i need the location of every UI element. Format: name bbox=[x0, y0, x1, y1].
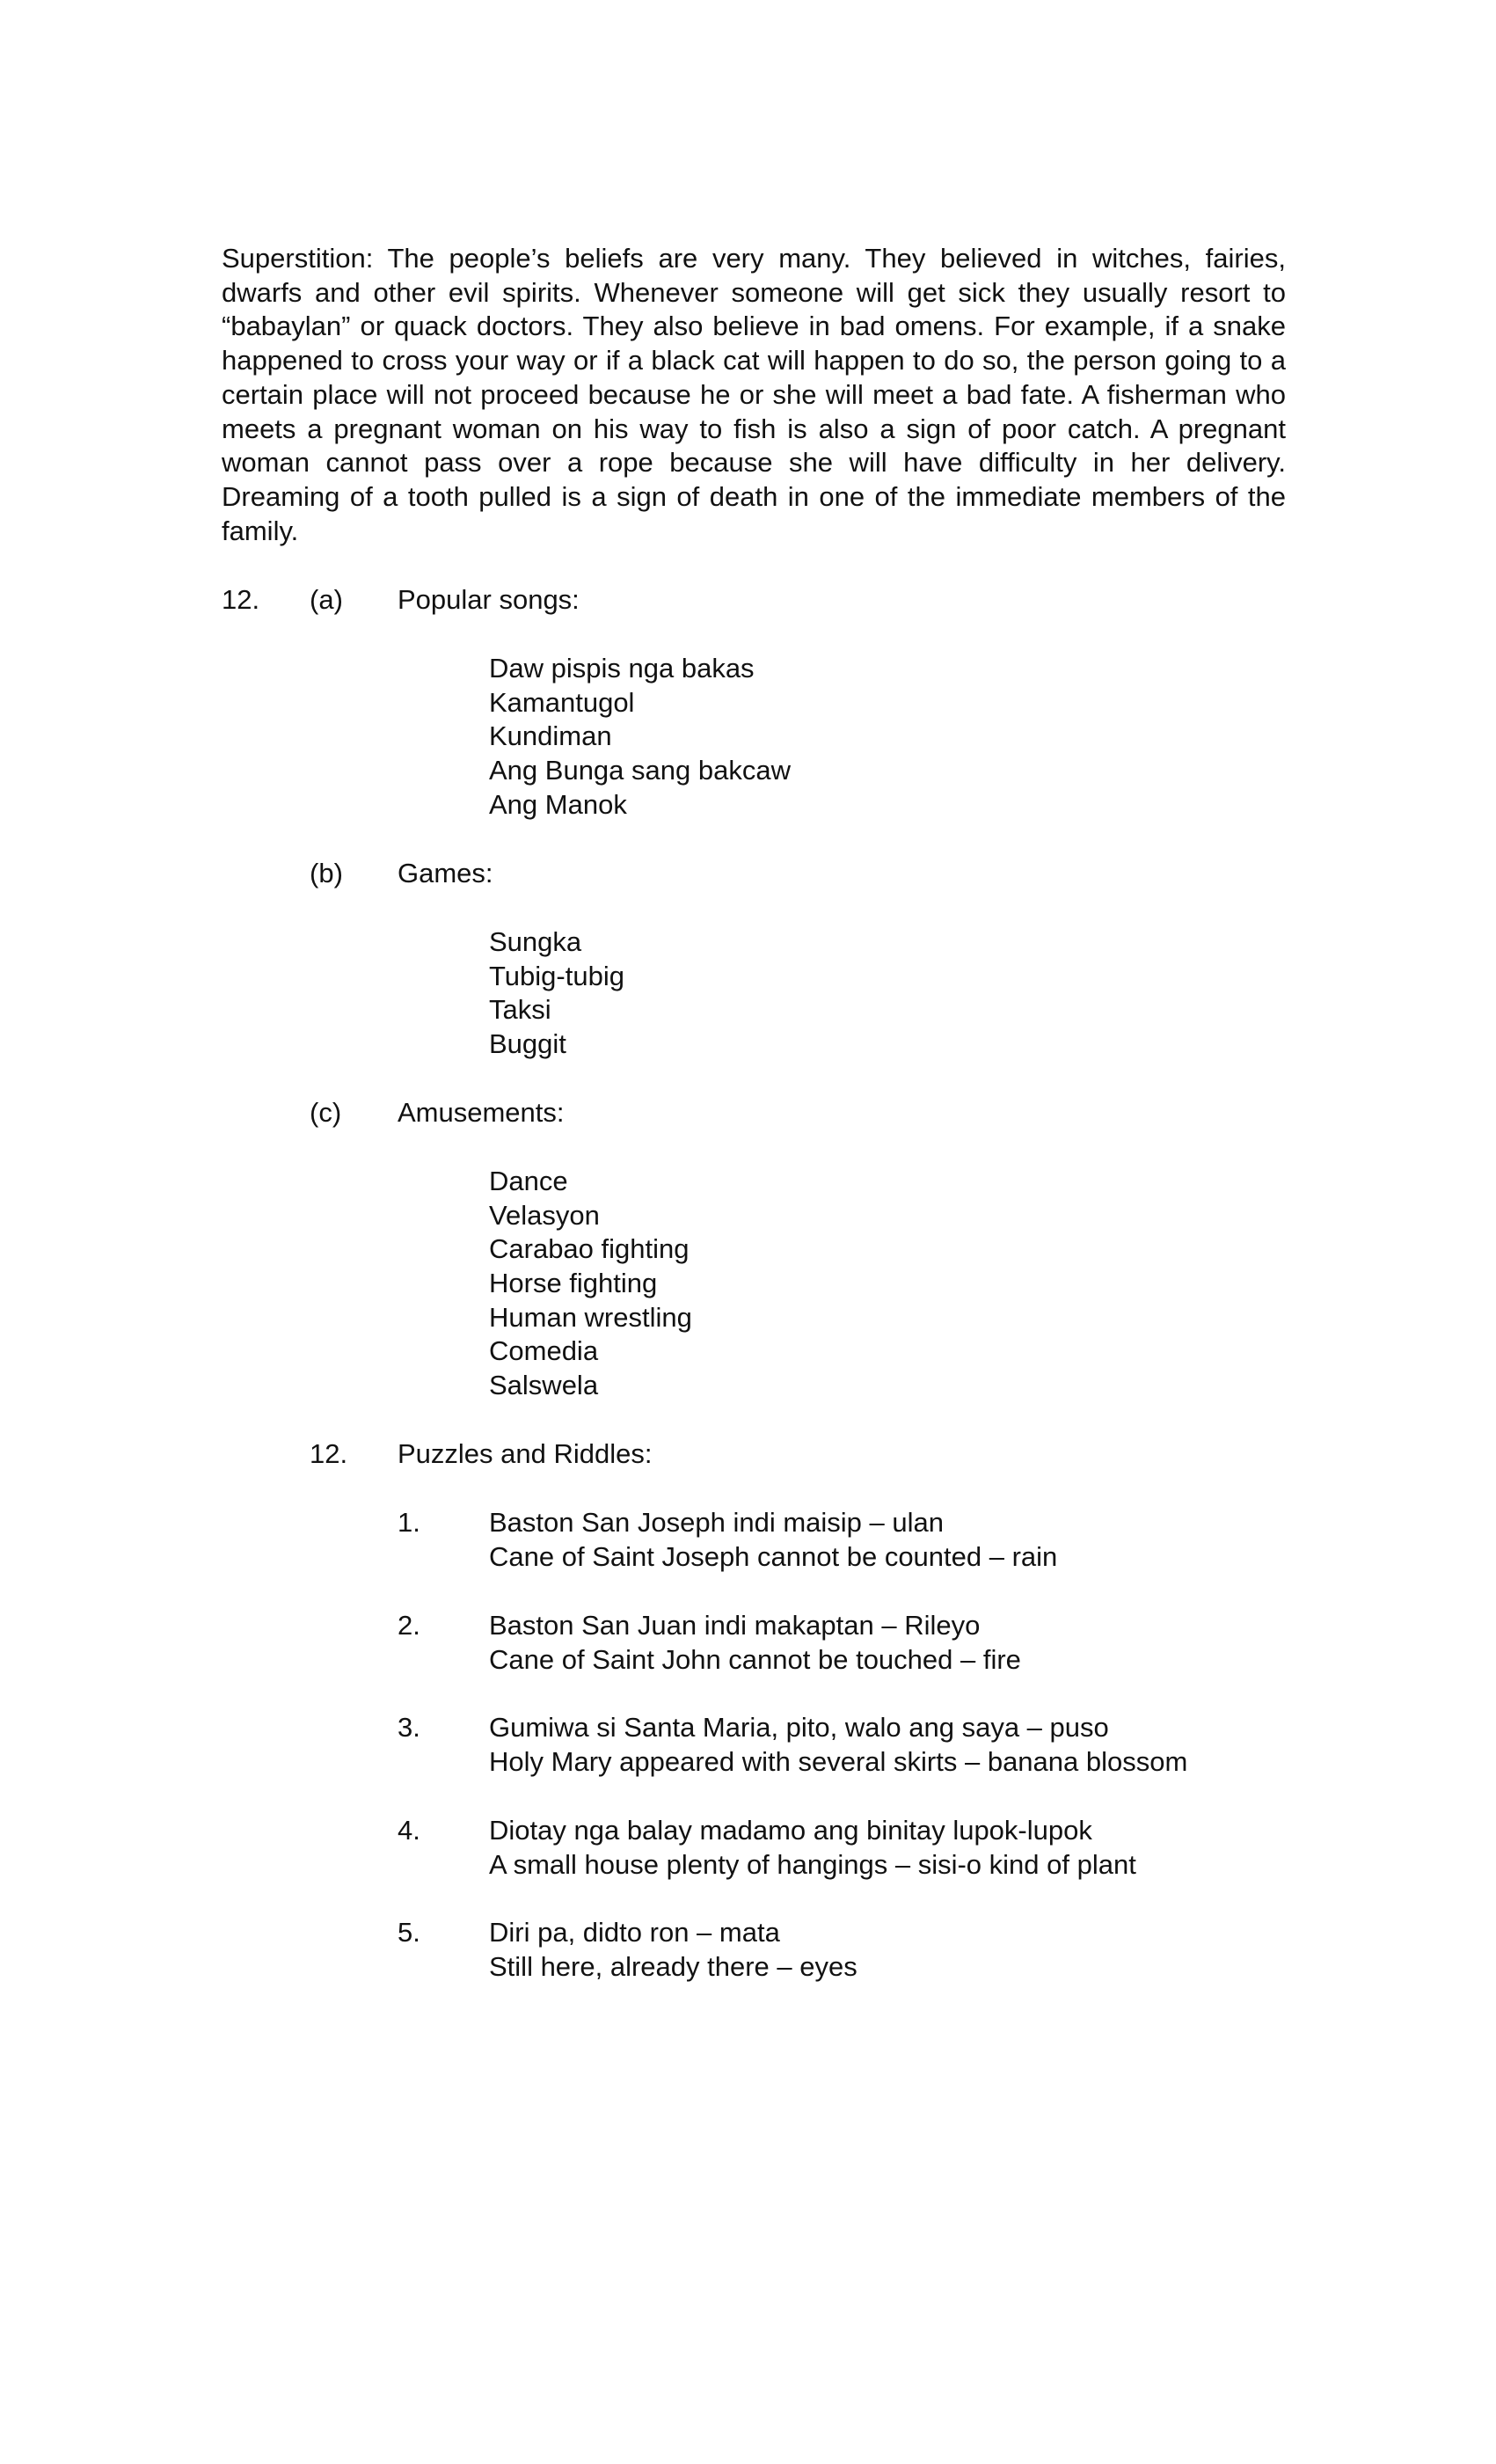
list-item: Comedia bbox=[489, 1335, 599, 1367]
riddle-number: 4. bbox=[398, 1815, 420, 1846]
popular-songs-label: (a) bbox=[310, 584, 343, 615]
riddle-number: 2. bbox=[398, 1610, 420, 1641]
games-list bbox=[489, 925, 624, 1062]
games-heading: Games: bbox=[398, 858, 493, 888]
riddle-native: Baston San Joseph indi maisip – ulan bbox=[489, 1507, 944, 1538]
list-item: Human wrestling bbox=[489, 1301, 692, 1333]
popular-songs-heading: Popular songs: bbox=[398, 584, 580, 615]
list-item: Taksi bbox=[489, 994, 551, 1026]
list-item: Sungka bbox=[489, 926, 582, 957]
list-item: Dance bbox=[489, 1166, 568, 1196]
riddle-native: Diotay nga balay madamo ang binitay lupok-lupok bbox=[489, 1815, 1092, 1846]
riddle-number: 5. bbox=[398, 1917, 420, 1948]
list-item: Velasyon bbox=[489, 1199, 600, 1231]
amusements-label: (c) bbox=[310, 1097, 342, 1128]
list-item: Horse fighting bbox=[489, 1268, 658, 1299]
list-item: Daw pispis nga bakas bbox=[489, 653, 755, 684]
list-item: Ang Bunga sang bakcaw bbox=[489, 755, 791, 786]
riddle-english: Cane of Saint John cannot be touched – fire bbox=[489, 1643, 1021, 1675]
puzzles-section-number: 12. bbox=[310, 1438, 348, 1469]
list-item: Ang Manok bbox=[489, 788, 627, 820]
riddle-english: A small house plenty of hangings – sisi-o kind of plant bbox=[489, 1848, 1136, 1880]
list-item: Kundiman bbox=[489, 720, 612, 752]
superstition-paragraph: Superstition: The people’s beliefs are very many. They believed in witches, fairies, dwarfs and other evil spirits. Whenever someone will get sick they usually resort to “babaylan” or quack doctors. They also believe in bad omens. For example, if a snake happened to cross your way or if a black cat will happen to do so, the person going to a certain place will not proceed because he or she will meet a bad fate. A fisherman who meets a pregnant woman on his way to fish is also a sign of poor catch. A pregnant woman cannot pass over a rope because she will have difficulty in her delivery. Dreaming of a tooth pulled is a sign of death in one of the immediate members of the family. bbox=[222, 243, 1286, 546]
riddle-english: Cane of Saint Joseph cannot be counted – rain bbox=[489, 1540, 1058, 1572]
popular-songs-list bbox=[489, 652, 791, 822]
riddle-native: Baston San Juan indi makaptan – Rileyo bbox=[489, 1610, 981, 1641]
amusements-list bbox=[489, 1165, 692, 1403]
amusements-heading: Amusements: bbox=[398, 1097, 565, 1128]
games-label: (b) bbox=[310, 858, 343, 888]
list-item: Tubig-tubig bbox=[489, 960, 624, 991]
section-12-number: 12. bbox=[222, 584, 260, 615]
puzzles-heading: Puzzles and Riddles: bbox=[398, 1438, 653, 1469]
list-item: Buggit bbox=[489, 1028, 566, 1060]
riddle-native: Gumiwa si Santa Maria, pito, walo ang saya – puso bbox=[489, 1712, 1109, 1743]
list-item: Kamantugol bbox=[489, 686, 635, 718]
riddle-number: 3. bbox=[398, 1712, 420, 1743]
riddle-number: 1. bbox=[398, 1507, 420, 1538]
riddle-native: Diri pa, didto ron – mata bbox=[489, 1917, 780, 1948]
riddle-english: Still here, already there – eyes bbox=[489, 1950, 857, 1982]
riddle-english: Holy Mary appeared with several skirts – banana blossom bbox=[489, 1745, 1188, 1777]
list-item: Salswela bbox=[489, 1370, 599, 1401]
list-item: Carabao fighting bbox=[489, 1233, 690, 1265]
